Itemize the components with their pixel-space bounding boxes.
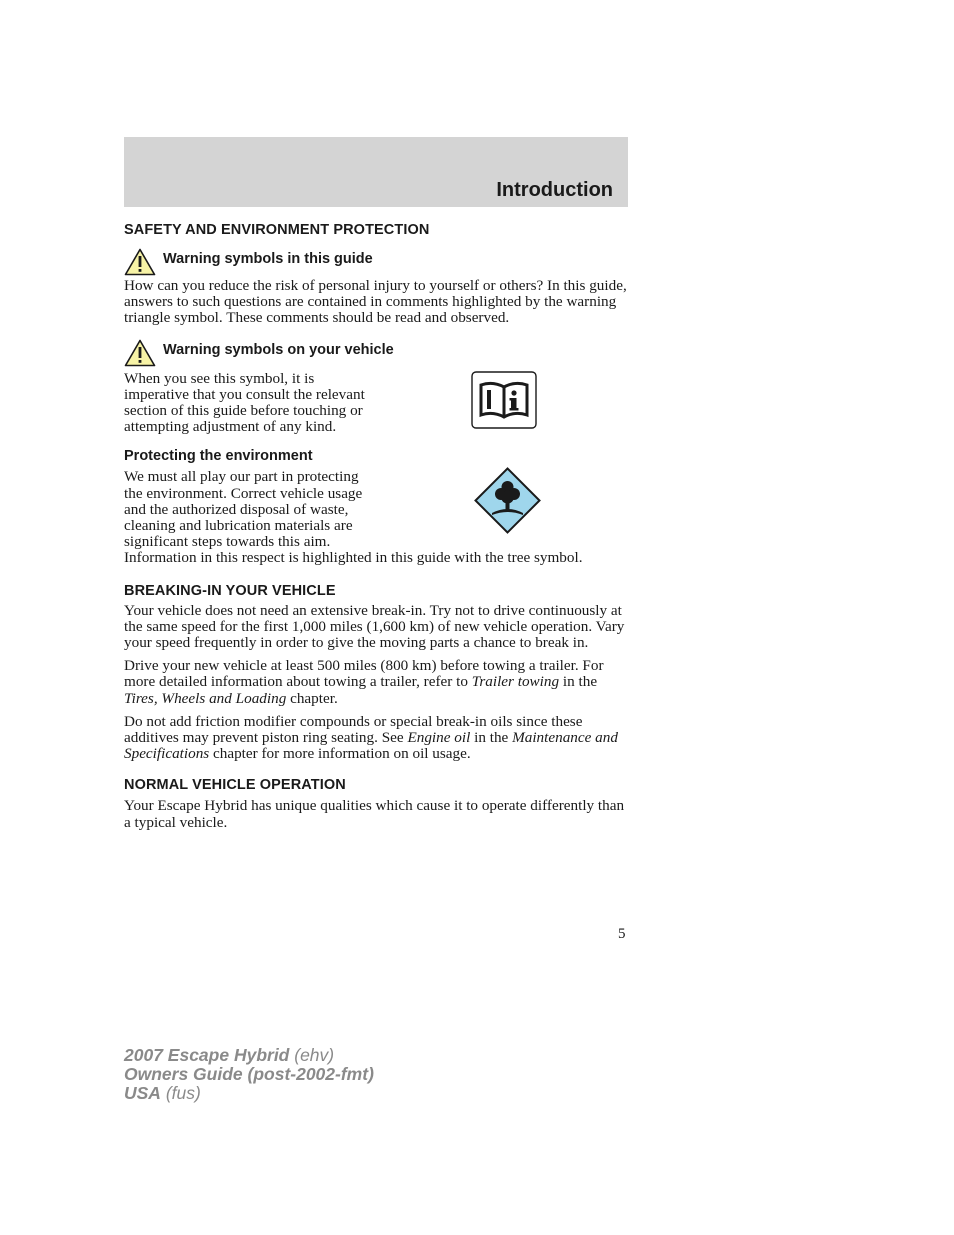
page-number: 5 — [618, 926, 626, 942]
warning-triangle-icon — [124, 248, 156, 276]
vehicle-warning-block — [124, 371, 628, 436]
footer-line-1 — [124, 1046, 374, 1065]
breakin-paragraph-1: Your vehicle does not need an extensive break-in. Try not to drive continuously at the same speed for the first 1,000 miles (1,600 km) of new vehicle operation. Vary your speed frequently in order to give the moving parts a chance to break in. — [124, 601, 625, 652]
environment-block — [124, 469, 628, 566]
guide-warning-paragraph: How can you reduce the risk of personal injury to yourself or others? In this guide, answers to such questions are contained in comments highlighted by the warning triangle symbol. These comments should be read and observed. — [124, 277, 627, 327]
guide-warning-heading: Warning symbols in this guide — [163, 251, 373, 267]
footer-model-code: (ehv) — [289, 1045, 335, 1065]
footer-line-3 — [124, 1084, 374, 1103]
manual-info-icon — [471, 371, 537, 429]
vehicle-warning-heading-row — [124, 339, 628, 367]
normal-operation-paragraph: Your Escape Hybrid has unique qualities which cause it to operate differently than a typical vehicle. — [124, 797, 625, 831]
breakin-p2-text: Drive your new vehicle at least 500 miles (800 km) before towing a trailer. For more detailed information about towing a trailer, refer to — [124, 657, 604, 691]
breakin-p3-text: in the — [470, 729, 513, 747]
guide-warning-heading-row — [124, 248, 628, 276]
environment-text: We must all play our part in protecting the environment. Correct vehicle usage and the authorized disposal of waste, cleaning and lubrication materials are significant steps towards this aim. Information in this respect is highlighted in this guide with the tree symbol. — [124, 468, 583, 567]
breakin-p2-text: chapter. — [286, 689, 338, 707]
vehicle-warning-heading: Warning symbols on your vehicle — [163, 341, 394, 358]
breakin-p3-text: chapter for more information on oil usage. — [209, 745, 471, 763]
footer-model: 2007 Escape Hybrid — [124, 1045, 290, 1065]
section-heading-safety: SAFETY AND ENVIRONMENT PROTECTION — [124, 222, 430, 238]
section-heading-normal: NORMAL VEHICLE OPERATION — [124, 777, 346, 794]
ref-tires-wheels-loading: Tires, Wheels and Loading — [124, 689, 287, 707]
section-heading-breakin: BREAKING-IN YOUR VEHICLE — [124, 582, 336, 599]
footer-guide-type: Owners Guide (post-2002-fmt) — [124, 1064, 374, 1084]
ref-trailer-towing: Trailer towing — [471, 673, 560, 691]
footer-line-2 — [124, 1065, 374, 1084]
chapter-header-band — [124, 137, 628, 207]
page-content — [124, 220, 628, 831]
footer-market: USA — [124, 1083, 161, 1103]
breakin-paragraph-3 — [124, 714, 628, 763]
chapter-title: Introduction — [496, 179, 613, 201]
environment-heading: Protecting the environment — [124, 448, 313, 465]
footer-market-code: (fus) — [160, 1083, 201, 1103]
breakin-p3-text: Do not add friction modifier compounds or special break-in oils since these additives may prevent piston ring seating. See — [124, 712, 583, 747]
document-footer — [124, 1046, 374, 1103]
ref-maintenance-specifications: Maintenance and Specifications — [124, 729, 618, 763]
breakin-p2-text: in the — [559, 673, 598, 691]
breakin-paragraph-2 — [124, 658, 628, 707]
warning-triangle-icon — [124, 339, 156, 367]
environment-paragraph — [124, 469, 628, 566]
ref-engine-oil: Engine oil — [407, 729, 471, 747]
tree-environment-icon — [474, 467, 541, 534]
vehicle-warning-paragraph: When you see this symbol, it is imperative that you consult the relevant section of this guide before touching or attempting adjustment of any kind. — [124, 369, 365, 436]
